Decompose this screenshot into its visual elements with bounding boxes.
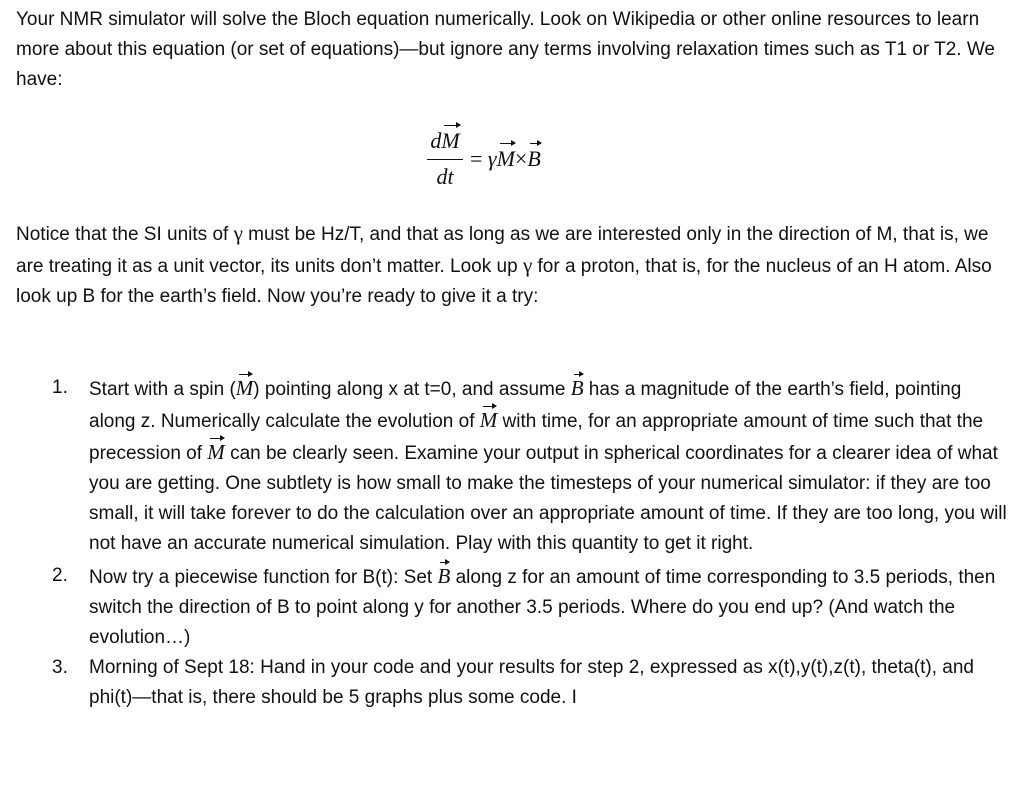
item-number: 1. (52, 377, 68, 398)
fraction-bar (427, 159, 463, 160)
vector-m-inline: M (480, 405, 498, 435)
item-text: Now try a piecewise function for B(t): Set (89, 567, 438, 588)
item-text: ) pointing along x at t=0, and assume (253, 379, 571, 400)
equation-rhs (470, 146, 541, 172)
notice-text-2: must be Hz/T, and that as long as we are interested only in the direction of M, that is, we are treating it as a unit vector, its units don’t matter. Look up (16, 224, 989, 277)
list-item (0, 653, 1010, 713)
notice-text-3: for a proton, that is, for the nucleus of an H atom. Also look up B for the earth’s field. Now you’re ready to give it a try: (16, 256, 992, 307)
item-text: Start with a spin ( (89, 379, 236, 400)
vector-b: B (527, 146, 541, 171)
list-item (0, 373, 1010, 559)
notice-text-1: Notice that the SI units of (16, 224, 234, 245)
vector-m-rhs: M (496, 146, 515, 171)
equals-sign: = (470, 146, 483, 171)
item-text: can be clearly seen. Examine your output in spherical coordinates for a clearer idea of what you are getting. One subtlety is how small to make the timesteps of your numerical simulator: if they are too small, it will take forever to do the calculation over an appropriate amount of time. If they are too long, you will not have an accurate numerical simulation. Play with this quantity to get it right. (89, 443, 1007, 554)
vector-b-inline: B (437, 561, 450, 591)
list-item (0, 561, 1010, 653)
vector-m-inline: M (207, 437, 225, 467)
vector-m-inline: M (236, 373, 254, 403)
task-list (0, 373, 1010, 713)
gamma-symbol: γ (487, 146, 497, 171)
cross-symbol: × (514, 146, 528, 171)
notice-paragraph (16, 218, 1006, 312)
vector-m: M (441, 128, 460, 153)
item-text: has a magnitude of the earth’s field, pointing along z. Numerically calculate the evolution of (89, 379, 962, 432)
bloch-equation (0, 122, 1024, 202)
gamma-symbol-inline: γ (233, 221, 243, 245)
fraction-numerator: dM (430, 128, 460, 153)
vector-b-inline: B (571, 373, 584, 403)
gamma-symbol-inline-2: γ (522, 253, 533, 277)
item-number: 2. (52, 565, 68, 586)
item-text: Morning of Sept 18: Hand in your code and your results for step 2, expressed as x(t),y(t),z(t), theta(t), and phi(t)—that is, there should be 5 graphs plus some code. I (89, 657, 974, 708)
item-number: 3. (52, 657, 68, 678)
item-text: along z for an amount of time corresponding to 3.5 periods, then switch the direction of B to point along y for another 3.5 periods. Where do you end up? (And watch the evolution…) (89, 567, 996, 648)
item-text: with time, for an appropriate amount of time such that the precession of (89, 411, 984, 464)
fraction-denominator: dt (436, 164, 454, 189)
intro-paragraph: Your NMR simulator will solve the Bloch equation numerically. Look on Wikipedia or other online resources to learn more about this equation (or set of equations)—but ignore any terms involving relaxation times such as T1 or T2. We have: (16, 9, 996, 90)
